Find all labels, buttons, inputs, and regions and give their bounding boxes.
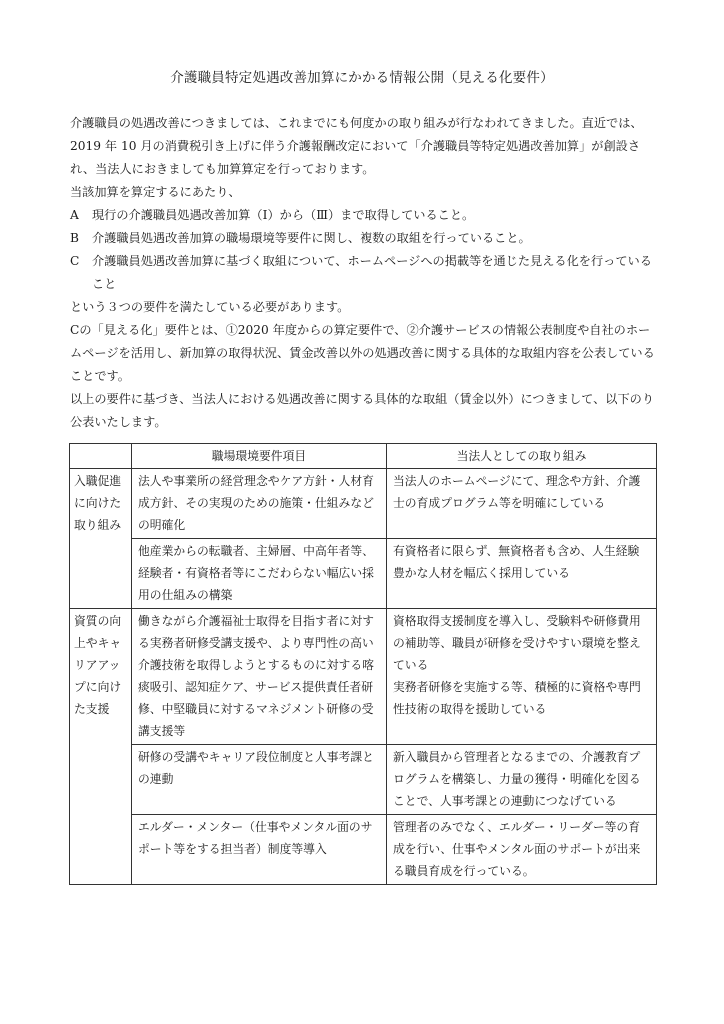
table-row xyxy=(70,539,657,609)
category-cell: 資質の向上やキャリアアップに向けた支援 xyxy=(70,609,132,885)
requirement-item-cell: 働きながら介護福祉士取得を目指す者に対する実務者研修受講支援や、より専門性の高い介護技術を取得しようとするものに対する喀痰吸引、認知症ケア、サービス提供責任者研修、中堅職員に対するマネジメント研修の受講支援等 xyxy=(132,609,387,745)
requirement-text: 介護職員処遇改善加算の職場環境等要件に関し、複数の取組を行っていること。 xyxy=(92,231,531,245)
intro-paragraph-4: Cの「見える化」要件とは、①2020 年度からの算定要件で、②介護サービスの情報公表制度や自社のホームページを活用し、新加算の取得状況、賃金改善以外の処遇改善に関する具体的な取組内容を公表していることです。 xyxy=(70,323,655,383)
table-row xyxy=(70,815,657,885)
requirement-item-c xyxy=(70,250,658,296)
action-cell: 管理者のみでなく、エルダー・リーダー等の育成を行い、仕事やメンタル面のサポートが出来る職員育成を行っている。 xyxy=(387,815,657,885)
intro-paragraph-5: 以上の要件に基づき、当法人における処遇改善に関する具体的な取組（賃金以外）につきまして、以下のり公表いたします。 xyxy=(70,392,655,429)
requirement-mark: C xyxy=(70,254,80,268)
table-row xyxy=(70,469,657,539)
requirement-mark: A xyxy=(70,208,79,222)
action-cell: 資格取得支援制度を導入し、受験料や研修費用の補助等、職員が研修を受けやすい環境を整えている 実務者研修を実施する等、積極的に資格や専門性技術の取得を援助している xyxy=(387,609,657,745)
page-title: 介護職員特定処遇改善加算にかかる情報公開（見える化要件） xyxy=(170,70,554,86)
intro-text xyxy=(70,112,658,434)
requirement-item-cell: 研修の受講やキャリア段位制度と人事考課との連動 xyxy=(132,745,387,815)
table-header-row xyxy=(70,444,657,469)
action-cell: 新入職員から管理者となるまでの、介護教育プログラムを構築し、力量の獲得・明確化を図ることで、人事考課との連動につなげている xyxy=(387,745,657,815)
action-cell: 当法人のホームページにて、理念や方針、介護士の育成プログラム等を明確にしている xyxy=(387,469,657,539)
requirement-item-cell: 法人や事業所の経営理念やケア方針・人材育成方針、その実現のための施策・仕組みなどの明確化 xyxy=(132,469,387,539)
requirement-text: 介護職員処遇改善加算に基づく取組について、ホームページへの掲載等を通じた見える化を行っていること xyxy=(92,254,652,291)
requirement-item-a xyxy=(70,204,658,227)
header-action: 当法人としての取り組み xyxy=(387,444,657,469)
header-category xyxy=(70,444,132,469)
category-cell: 入職促進に向けた取り組み xyxy=(70,469,132,609)
requirement-item-b xyxy=(70,227,658,250)
requirement-mark: B xyxy=(70,231,79,245)
intro-paragraph-1: 介護職員の処遇改善につきましては、これまでにも何度かの取り組みが行なわれてきました。直近では、2019 年 10 月の消費税引き上げに伴う介護報酬改定において「介護職員等特定処遇改善加算」が創設され、当法人におきましても加算算定を行っております。 xyxy=(70,116,643,176)
requirements-table xyxy=(69,443,657,885)
requirement-text: 現行の介護職員処遇改善加算（Ⅰ）から（Ⅲ）まで取得していること。 xyxy=(92,208,475,222)
table-row xyxy=(70,609,657,745)
header-item: 職場環境要件項目 xyxy=(132,444,387,469)
intro-paragraph-3: という３つの要件を満たしている必要があります。 xyxy=(70,300,350,314)
table-row xyxy=(70,745,657,815)
action-cell: 有資格者に限らず、無資格者も含め、人生経験豊かな人材を幅広く採用している xyxy=(387,539,657,609)
requirement-item-cell: エルダー・メンター（仕事やメンタル面のサポート等をする担当者）制度等導入 xyxy=(132,815,387,885)
intro-paragraph-2: 当該加算を算定するにあたり、 xyxy=(70,185,241,199)
requirement-item-cell: 他産業からの転職者、主婦層、中高年者等、経験者・有資格者等にこだわらない幅広い採用の仕組みの構築 xyxy=(132,539,387,609)
